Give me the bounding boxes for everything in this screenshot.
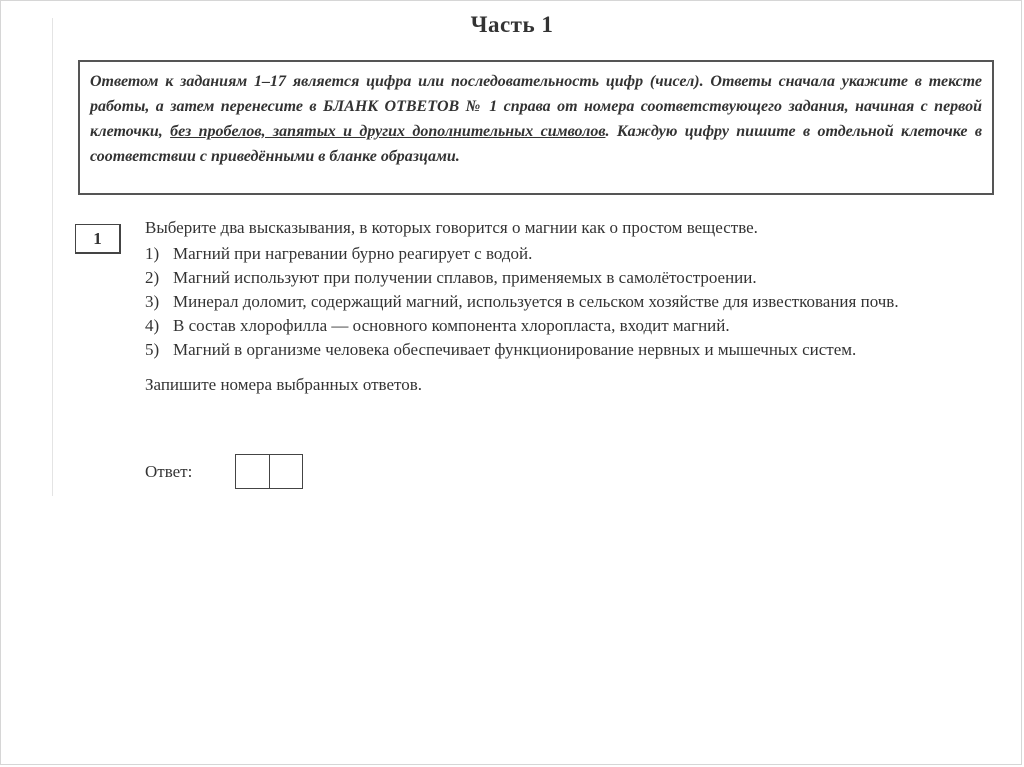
option-item [145,266,985,290]
option-text: В состав хлорофилла — основного компонента хлоропласта, входит магний. [173,316,730,335]
instruction-text [90,69,982,169]
option-number: 2) [145,268,160,287]
task-body [145,216,985,397]
answer-cell-1[interactable] [236,455,269,488]
option-number: 1) [145,244,160,263]
answer-boxes [235,454,303,489]
option-text: Минерал доломит, содержащий магний, используется в сельском хозяйстве для известкования почв. [173,292,899,311]
instruction-box [78,60,994,195]
option-text: Магний используют при получении сплавов, применяемых в самолётостроении. [173,268,757,287]
write-instruction: Запишите номера выбранных ответов. [145,375,422,394]
option-item [145,338,985,362]
option-number: 5) [145,340,160,359]
instruction-part-1: Ответом к заданиям 1–17 является цифра или последовательность цифр (чисел). Ответы сначала укажите в тексте работы, а затем перенесите в БЛАНК ОТВЕТОВ № 1 справа от номера соответствующего задания, начиная с первой клеточки, [90,73,982,140]
option-item [145,314,985,338]
options-list [145,242,985,362]
instruction-underlined: без пробелов, запятых и других дополнительных символов [170,123,606,140]
option-item [145,290,985,314]
task-question: Выберите два высказывания, в которых говорится о магнии как о простом веществе. [145,218,758,237]
option-text: Магний при нагревании бурно реагирует с водой. [173,244,533,263]
part-title: Часть 1 [470,12,554,37]
answer-label: Ответ: [145,461,193,481]
option-number: 4) [145,316,160,335]
option-number: 3) [145,292,160,311]
instruction-part-2: . Каждую цифру пишите в отдельной клеточке в соответствии с приведёнными в бланке образцами. [90,123,982,165]
option-item [145,242,985,266]
answer-row [145,454,303,489]
task-number-box: 1 [75,224,121,254]
option-text: Магний в организме человека обеспечивает функционирование нервных и мышечных систем. [173,340,857,359]
answer-cell-2[interactable] [269,455,302,488]
margin-rule [52,18,53,496]
